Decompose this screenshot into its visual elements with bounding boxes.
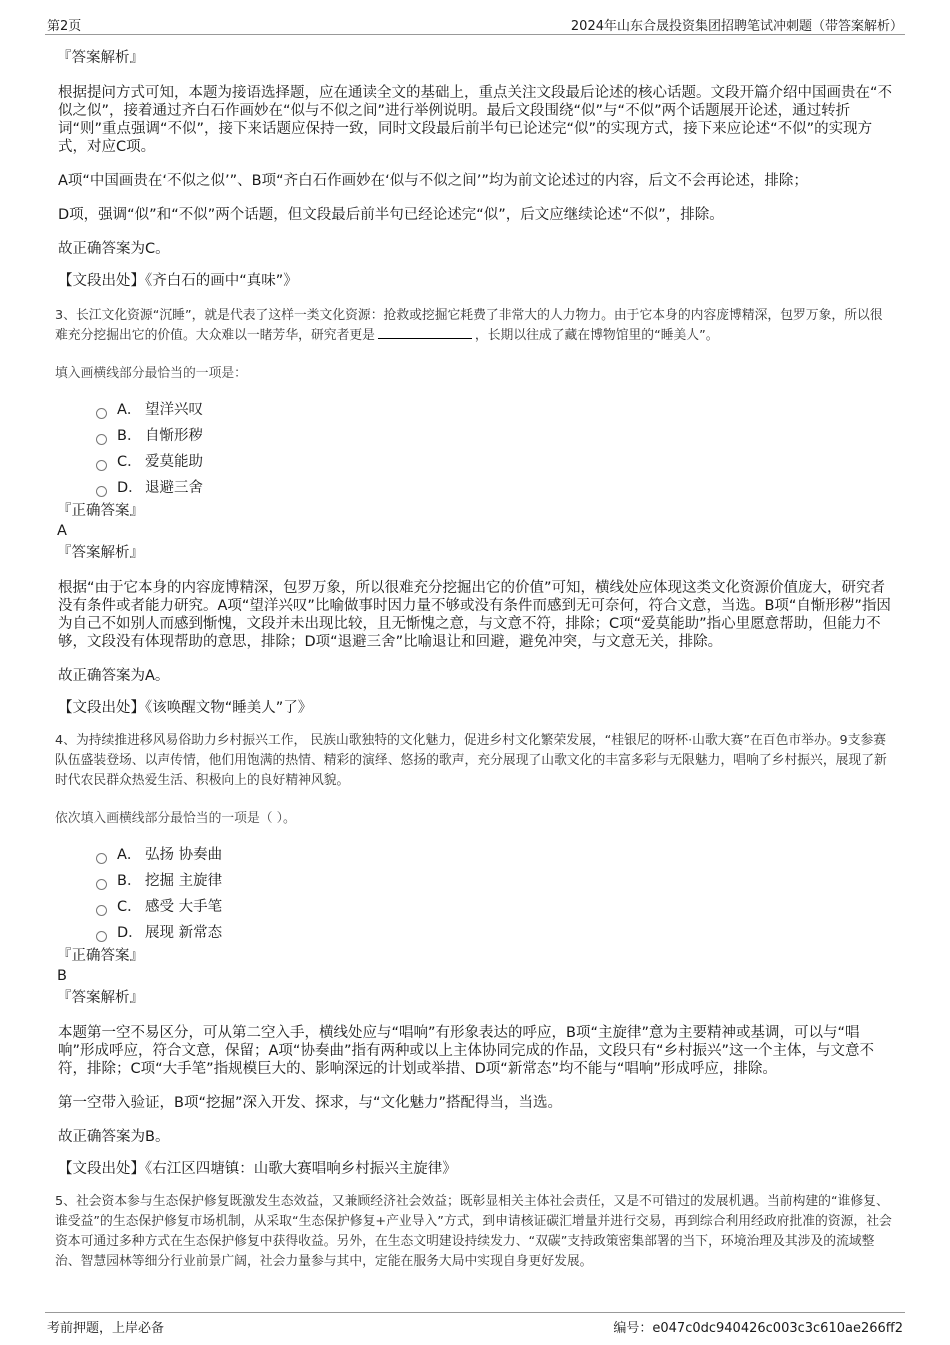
option-b[interactable]: B． 自惭形秽 [96, 423, 895, 449]
page-number: 第2页 [47, 19, 82, 34]
analysis-label: 『答案解析』 [57, 545, 144, 561]
radio-button-icon[interactable] [96, 853, 107, 864]
analysis-paragraph: D项，强调“似”和“不似”两个话题，但文段最后前半句已经论述完“似”，后文应继续论述“不似”，排除。 [58, 207, 724, 223]
analysis-label: 『答案解析』 [57, 990, 144, 1006]
document-id: 编号：e047c0dc940426c003c3c610ae266ff2 [613, 1321, 903, 1336]
source-citation: 【文段出处】《右江区四塘镇：山歌大赛唱响乡村振兴主旋律》 [58, 1161, 457, 1177]
answer-value: A [57, 523, 67, 539]
page-content [55, 44, 895, 1272]
option-c[interactable]: C． 感受 大手笔 [96, 894, 895, 920]
option-a[interactable]: A． 望洋兴叹 [96, 397, 895, 423]
answer-label: 『正确答案』 [57, 948, 144, 964]
question-stem: 5、社会资本参与生态保护修复既激发生态效益，又兼顾经济社会效益；既彰显相关主体社会责任，又是不可错过的发展机遇。当前构建的“谁修复、谁受益”的生态保护修复市场机制，从采取“生态保护修复+产业导入”方式，到申请核证碳汇增量并进行交易，再到综合利用经政府批准的资源，社会资本可通过多种方式在生态保护修复中获得收益。另外，在生态文明建设持续发力、“双碳”支持政策密集部署的当下，环境治理及其涉及的流域整治、智慧园林等细分行业前景广阔，社会力量参与其中，定能在服务大局中实现自身更好发展。 [55, 1194, 892, 1269]
footer-slogan: 考前押题，上岸必备 [47, 1321, 165, 1336]
question-stem: 3、长江文化资源“沉睡”，就是代表了这样一类文化资源：抢救或挖掘它耗费了非常大的人力物力。由于它本身的内容庞博精深，包罗万象，所以很难充分挖掘出它的价值。大众难以一睹芳华，研究者更是 ，长期以往成了藏在博物馆里的“睡美人”。 [55, 308, 883, 343]
source-citation: 【文段出处】《齐白石的画中“真味”》 [58, 273, 298, 289]
options-list [96, 842, 895, 946]
analysis-paragraph: 本题第一空不易区分，可从第二空入手，横线处应与“唱响”有形象表达的呼应，B项“主旋律”意为主要精神或基调，可以与“唱响”形成呼应，符合文意，保留；A项“协奏曲”指有两种或以上主体协同完成的作品，文段只有“乡村振兴”这一个主体，与文意不符，排除；C项“大手笔”指规模巨大的、影响深远的计划或举措、D项“新常态”均不能与“唱响”形成呼应，排除。 [58, 1025, 874, 1077]
question-stem: 4、为持续推进移风易俗助力乡村振兴工作， 民族山歌独特的文化魅力，促进乡村文化繁荣发展，“桂银尼的呀杯·山歌大赛”在百色市举办。9支参赛队伍盛装登场、以声传情，他们用饱满的热情、精彩的演绎、悠扬的歌声，充分展现了山歌文化的丰富多彩与无限魅力，唱响了乡村振兴，展现了新时代农民群众热爱生活、积极向上的良好精神风貌。 [55, 733, 887, 788]
radio-button-icon[interactable] [96, 905, 107, 916]
option-a[interactable]: A． 弘扬 协奏曲 [96, 842, 895, 868]
answer-value: B [57, 968, 67, 984]
radio-button-icon[interactable] [96, 931, 107, 942]
analysis-label: 『答案解析』 [57, 50, 144, 66]
radio-button-icon[interactable] [96, 408, 107, 419]
document-title: 2024年山东合晟投资集团招聘笔试冲刺题（带答案解析） [570, 19, 903, 34]
conclusion: 故正确答案为B。 [58, 1129, 170, 1145]
conclusion: 故正确答案为C。 [58, 241, 170, 257]
analysis-paragraph: 根据提问方式可知，本题为接语选择题，应在通读全文的基础上，重点关注文段最后论述的核心话题。文段开篇介绍中国画贵在“不似之似”，接着通过齐白石作画妙在“似与不似之间”进行举例说明。最后文段围绕“似”与“不似”两个话题展开论述，通过转折词“则”重点强调“不似”，接下来话题应保持一致，同时文段最后前半句已论述完“似”的实现方式，接下来应论述“不似”的实现方式，对应C项。 [58, 85, 893, 155]
analysis-paragraph: 第一空带入验证，B项“挖掘”深入开发、探求，与“文化魅力”搭配得当，当选。 [58, 1095, 562, 1111]
option-c[interactable]: C． 爱莫能助 [96, 449, 895, 475]
fill-blank [378, 326, 472, 339]
source-citation: 【文段出处】《该唤醒文物“睡美人”了》 [58, 700, 313, 716]
options-list [96, 397, 895, 501]
radio-button-icon[interactable] [96, 460, 107, 471]
option-d[interactable]: D． 退避三舍 [96, 475, 895, 501]
radio-button-icon[interactable] [96, 879, 107, 890]
option-d[interactable]: D． 展现 新常态 [96, 920, 895, 946]
question-prompt: 依次填入画横线部分最恰当的一项是（ ）。 [55, 811, 296, 826]
radio-button-icon[interactable] [96, 434, 107, 445]
option-b[interactable]: B． 挖掘 主旋律 [96, 868, 895, 894]
answer-label: 『正确答案』 [57, 503, 144, 519]
page-footer [45, 1312, 905, 1335]
page-header [45, 14, 905, 35]
analysis-paragraph: A项“中国画贵在‘不似之似’”、B项“齐白石作画妙在‘似与不似之间’”均为前文论述过的内容，后文不会再论述，排除； [58, 173, 808, 189]
question-prompt: 填入画横线部分最恰当的一项是： [55, 366, 247, 381]
conclusion: 故正确答案为A。 [58, 668, 170, 684]
radio-button-icon[interactable] [96, 486, 107, 497]
analysis-paragraph: 根据“由于它本身的内容庞博精深，包罗万象，所以很难充分挖掘出它的价值”可知，横线处应体现这类文化资源价值庞大，研究者没有条件或者能力研究。A项“望洋兴叹”比喻做事时因力量不够或没有条件而感到无可奈何，符合文意，当选。B项“自惭形秽”指因为自己不如别人而感到惭愧，文段并未出现比较，且无惭愧之意，与文意不符，排除；C项“爱莫能助”指心里愿意帮助，但能力不够，文段没有体现帮助的意思，排除；D项“退避三舍”比喻退让和回避，避免冲突，与文意无关，排除。 [58, 580, 891, 650]
